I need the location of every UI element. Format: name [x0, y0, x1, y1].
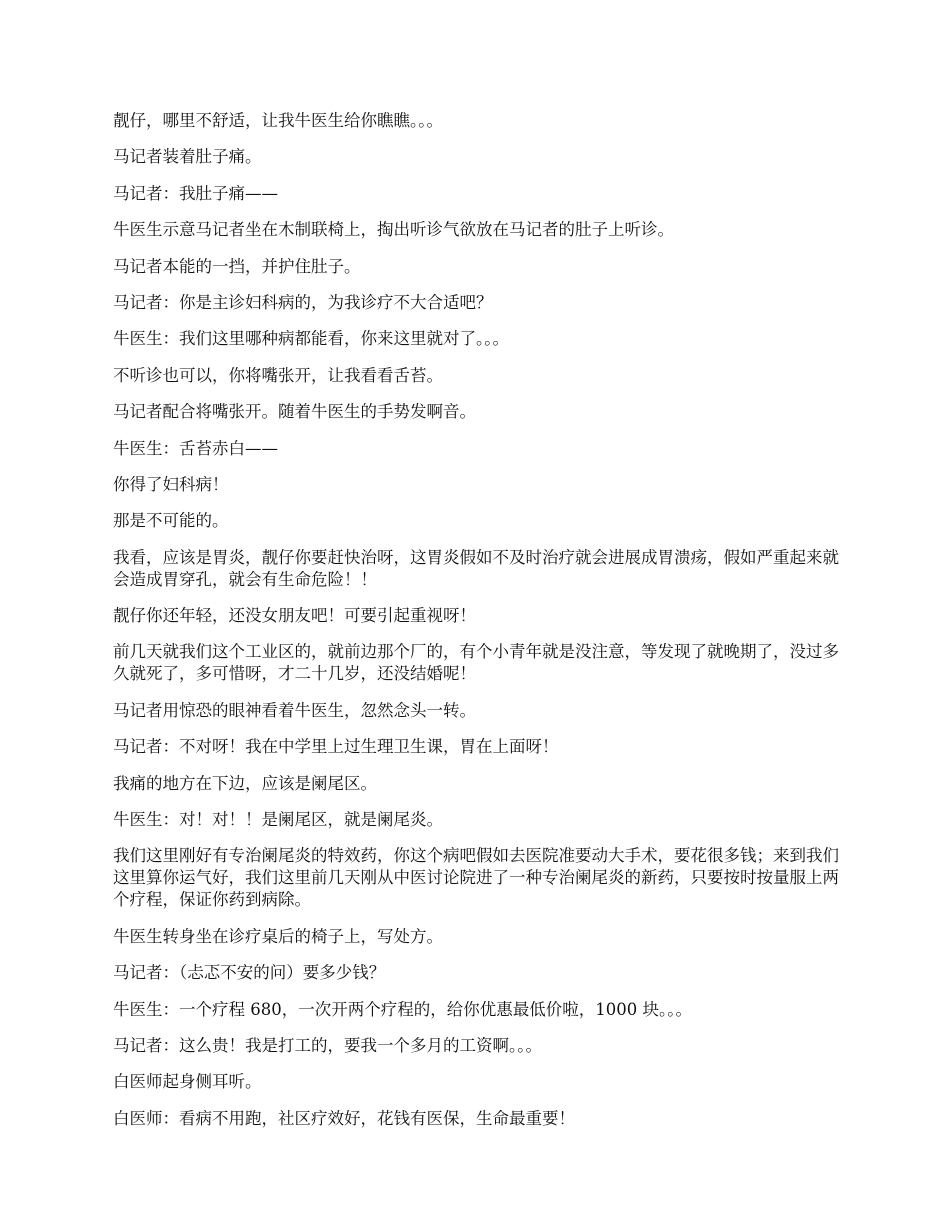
paragraph: 白医师：看病不用跑，社区疗效好，花钱有医保，生命最重要！	[113, 1108, 575, 1128]
paragraph: 靓仔，哪里不舒适，让我牛医生给你瞧瞧。。。	[113, 111, 443, 130]
paragraph: 前几天就我们这个工业区的，就前边那个厂的，有个小青年就是没注意，等发现了就晚期了，没过多久就死了，多可惜呀，才二十几岁，还没结婚呢！	[113, 642, 839, 684]
paragraph: 那是不可能的。	[113, 511, 229, 531]
paragraph: 牛医生：对！对！！是阑尾区，就是阑尾炎。	[113, 810, 443, 830]
paragraph: 我痛的地方在下边，应该是阑尾区。	[113, 773, 377, 793]
paragraph: 牛医生转身坐在诊疗桌后的椅子上，写处方。	[113, 926, 443, 946]
paragraph: 马记者装着肚子痛。	[113, 147, 262, 167]
paragraph: 牛医生：舌苔赤白——	[113, 438, 278, 458]
paragraph: 马记者：不对呀！我在中学里上过生理卫生课，胃在上面呀！	[113, 737, 559, 757]
paragraph: 我们这里刚好有专治阑尾炎的特效药，你这个病吧假如去医院准要动大手术，要花很多钱；来到我们这里算你运气好，我们这里前几天刚从中医讨论院进了一种专治阑尾炎的新药，只要按时按量服上两个疗程，保证你药到病除。	[113, 846, 839, 910]
paragraph: 马记者本能的一挡，并护住肚子。	[113, 256, 361, 276]
paragraph: 不听诊也可以，你将嘴张开，让我看看舌苔。	[113, 365, 443, 385]
paragraph: 马记者用惊恐的眼神看着牛医生，忽然念头一转。	[113, 700, 476, 720]
paragraph: 马记者：我肚子痛——	[113, 183, 278, 203]
paragraph: 我看，应该是胃炎，靓仔你要赶快治呀，这胃炎假如不及时治疗就会进展成胃溃疡，假如严重起来就会造成胃穿孔，就会有生命危险！！	[113, 547, 839, 589]
paragraph: 马记者：（忐忑不安的问）要多少钱？	[113, 963, 386, 983]
paragraph: 靓仔你还年轻，还没女朋友吧！可要引起重视呀！	[113, 606, 476, 626]
paragraph: 马记者：这么贵！我是打工的，要我一个多月的工资啊。。。	[113, 1035, 542, 1055]
document-body	[113, 110, 843, 1144]
paragraph: 马记者：你是主诊妇科病的，为我诊疗不大合适吧？	[113, 292, 493, 312]
paragraph: 牛医生：一个疗程 680，一次开两个疗程的，给你优惠最低价啦，1000 块。。。	[113, 999, 692, 1019]
paragraph: 白医师起身侧耳听。	[113, 1072, 262, 1092]
paragraph: 牛医生示意马记者坐在木制联椅上，掏出听诊气欲放在马记者的肚子上听诊。	[113, 220, 674, 240]
paragraph: 马记者配合将嘴张开。随着牛医生的手势发啊音。	[113, 402, 476, 422]
paragraph: 牛医生：我们这里哪种病都能看，你来这里就对了。。。	[113, 329, 509, 349]
paragraph: 你得了妇科病！	[113, 474, 229, 494]
